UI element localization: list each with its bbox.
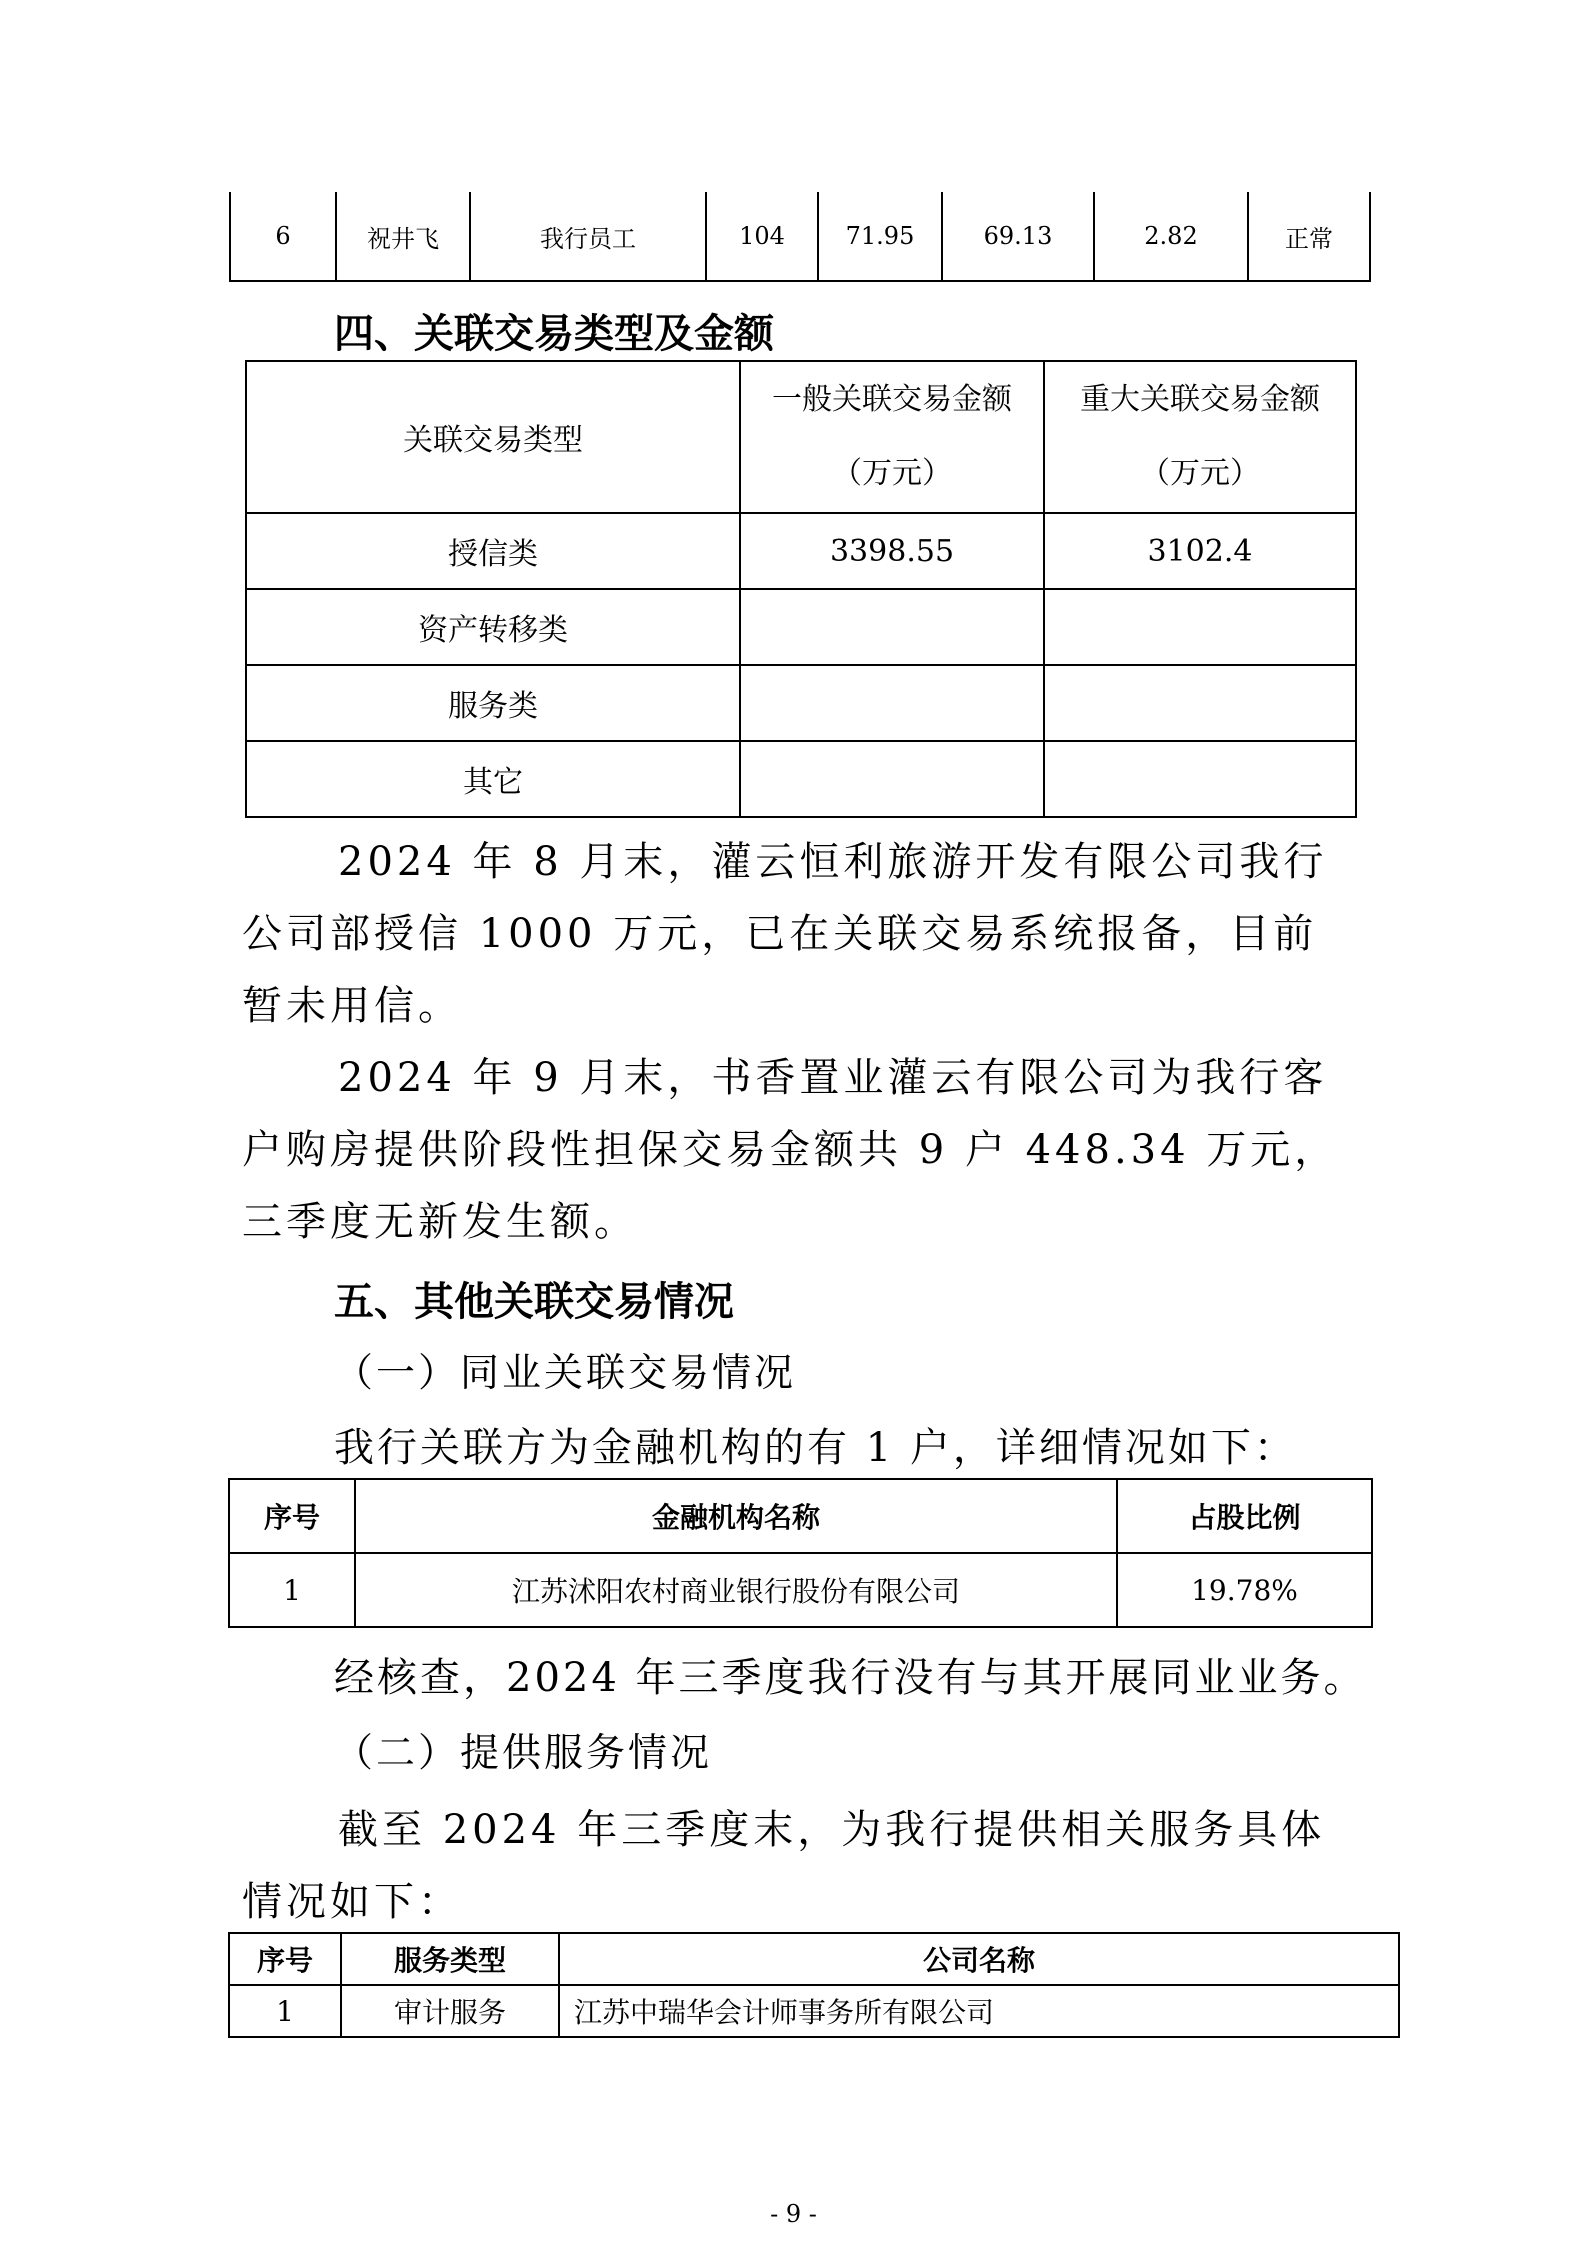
column-header: 序号 — [229, 1933, 341, 1985]
header-line: 重大关联交易金额 — [1080, 382, 1320, 417]
header-line: （万元） — [1140, 456, 1260, 491]
table-cell: 江苏沭阳农村商业银行股份有限公司 — [355, 1553, 1117, 1627]
paragraph-credit: 2024 年 8 月末，灌云恒利旅游开发有限公司我行公司部授信 1000 万元，已在关联交易系统报备，目前暂未用信。 — [242, 839, 1328, 1029]
table-cell: 我行员工 — [470, 192, 706, 281]
table-cell — [740, 589, 1044, 665]
table-cell — [740, 665, 1044, 741]
table-cell: 2.82 — [1094, 192, 1248, 281]
section-heading-4: 四、关联交易类型及金额 — [334, 311, 774, 357]
table-row — [246, 741, 1356, 817]
table-row — [246, 513, 1356, 589]
table-cell — [1044, 665, 1356, 741]
table-row — [246, 589, 1356, 665]
table-row — [229, 1553, 1372, 1627]
interbank-intro: 我行关联方为金融机构的有 1 户，详细情况如下： — [334, 1425, 1297, 1471]
column-header: 占股比例 — [1117, 1479, 1372, 1553]
column-header-general — [740, 361, 1044, 513]
table-cell: 江苏中瑞华会计师事务所有限公司 — [559, 1985, 1399, 2037]
column-header: 序号 — [229, 1479, 355, 1553]
table-cell: 其它 — [246, 741, 740, 817]
service-provider-table — [228, 1932, 1400, 2038]
table-cell: 71.95 — [818, 192, 942, 281]
page-number: - 9 - — [770, 2200, 817, 2228]
table-cell: 69.13 — [942, 192, 1094, 281]
table-cell: 6 — [230, 192, 336, 281]
table-cell: 3398.55 — [740, 513, 1044, 589]
table-row — [230, 192, 1370, 281]
table-row — [229, 1985, 1399, 2037]
table-cell: 19.78% — [1117, 1553, 1372, 1627]
services-intro: 截至 2024 年三季度末，为我行提供相关服务具体情况如下： — [242, 1807, 1326, 1925]
table-cell: 104 — [706, 192, 818, 281]
table-row — [246, 665, 1356, 741]
table-header-row — [229, 1479, 1372, 1553]
subheading-services: （二）提供服务情况 — [334, 1731, 713, 1776]
table-cell: 祝井飞 — [336, 192, 470, 281]
table-cell — [740, 741, 1044, 817]
section-heading-5: 五、其他关联交易情况 — [334, 1279, 734, 1325]
table-cell: 1 — [229, 1985, 341, 2037]
table-cell: 正常 — [1248, 192, 1370, 281]
table-cell: 服务类 — [246, 665, 740, 741]
financial-institution-table — [228, 1478, 1373, 1628]
interbank-note: 经核查，2024 年三季度我行没有与其开展同业业务。 — [334, 1655, 1367, 1701]
table-cell: 3102.4 — [1044, 513, 1356, 589]
header-line: （万元） — [832, 456, 952, 491]
table-header-row — [246, 361, 1356, 513]
related-party-table-continued — [229, 192, 1371, 282]
table-cell: 资产转移类 — [246, 589, 740, 665]
table-cell — [1044, 741, 1356, 817]
paragraph-guarantee: 2024 年 9 月末，书香置业灌云有限公司为我行客户购房提供阶段性担保交易金额共 9 户 448.34 万元，三季度无新发生额。 — [242, 1055, 1339, 1245]
table-cell: 审计服务 — [341, 1985, 559, 2037]
subheading-interbank: （一）同业关联交易情况 — [334, 1351, 797, 1396]
table-cell — [1044, 589, 1356, 665]
table-header-row — [229, 1933, 1399, 1985]
column-header: 公司名称 — [559, 1933, 1399, 1985]
column-header: 服务类型 — [341, 1933, 559, 1985]
column-header-type: 关联交易类型 — [246, 361, 740, 513]
transaction-type-table — [245, 360, 1357, 818]
table-cell: 1 — [229, 1553, 355, 1627]
column-header-major — [1044, 361, 1356, 513]
header-line: 一般关联交易金额 — [772, 382, 1012, 417]
column-header: 金融机构名称 — [355, 1479, 1117, 1553]
table-cell: 授信类 — [246, 513, 740, 589]
